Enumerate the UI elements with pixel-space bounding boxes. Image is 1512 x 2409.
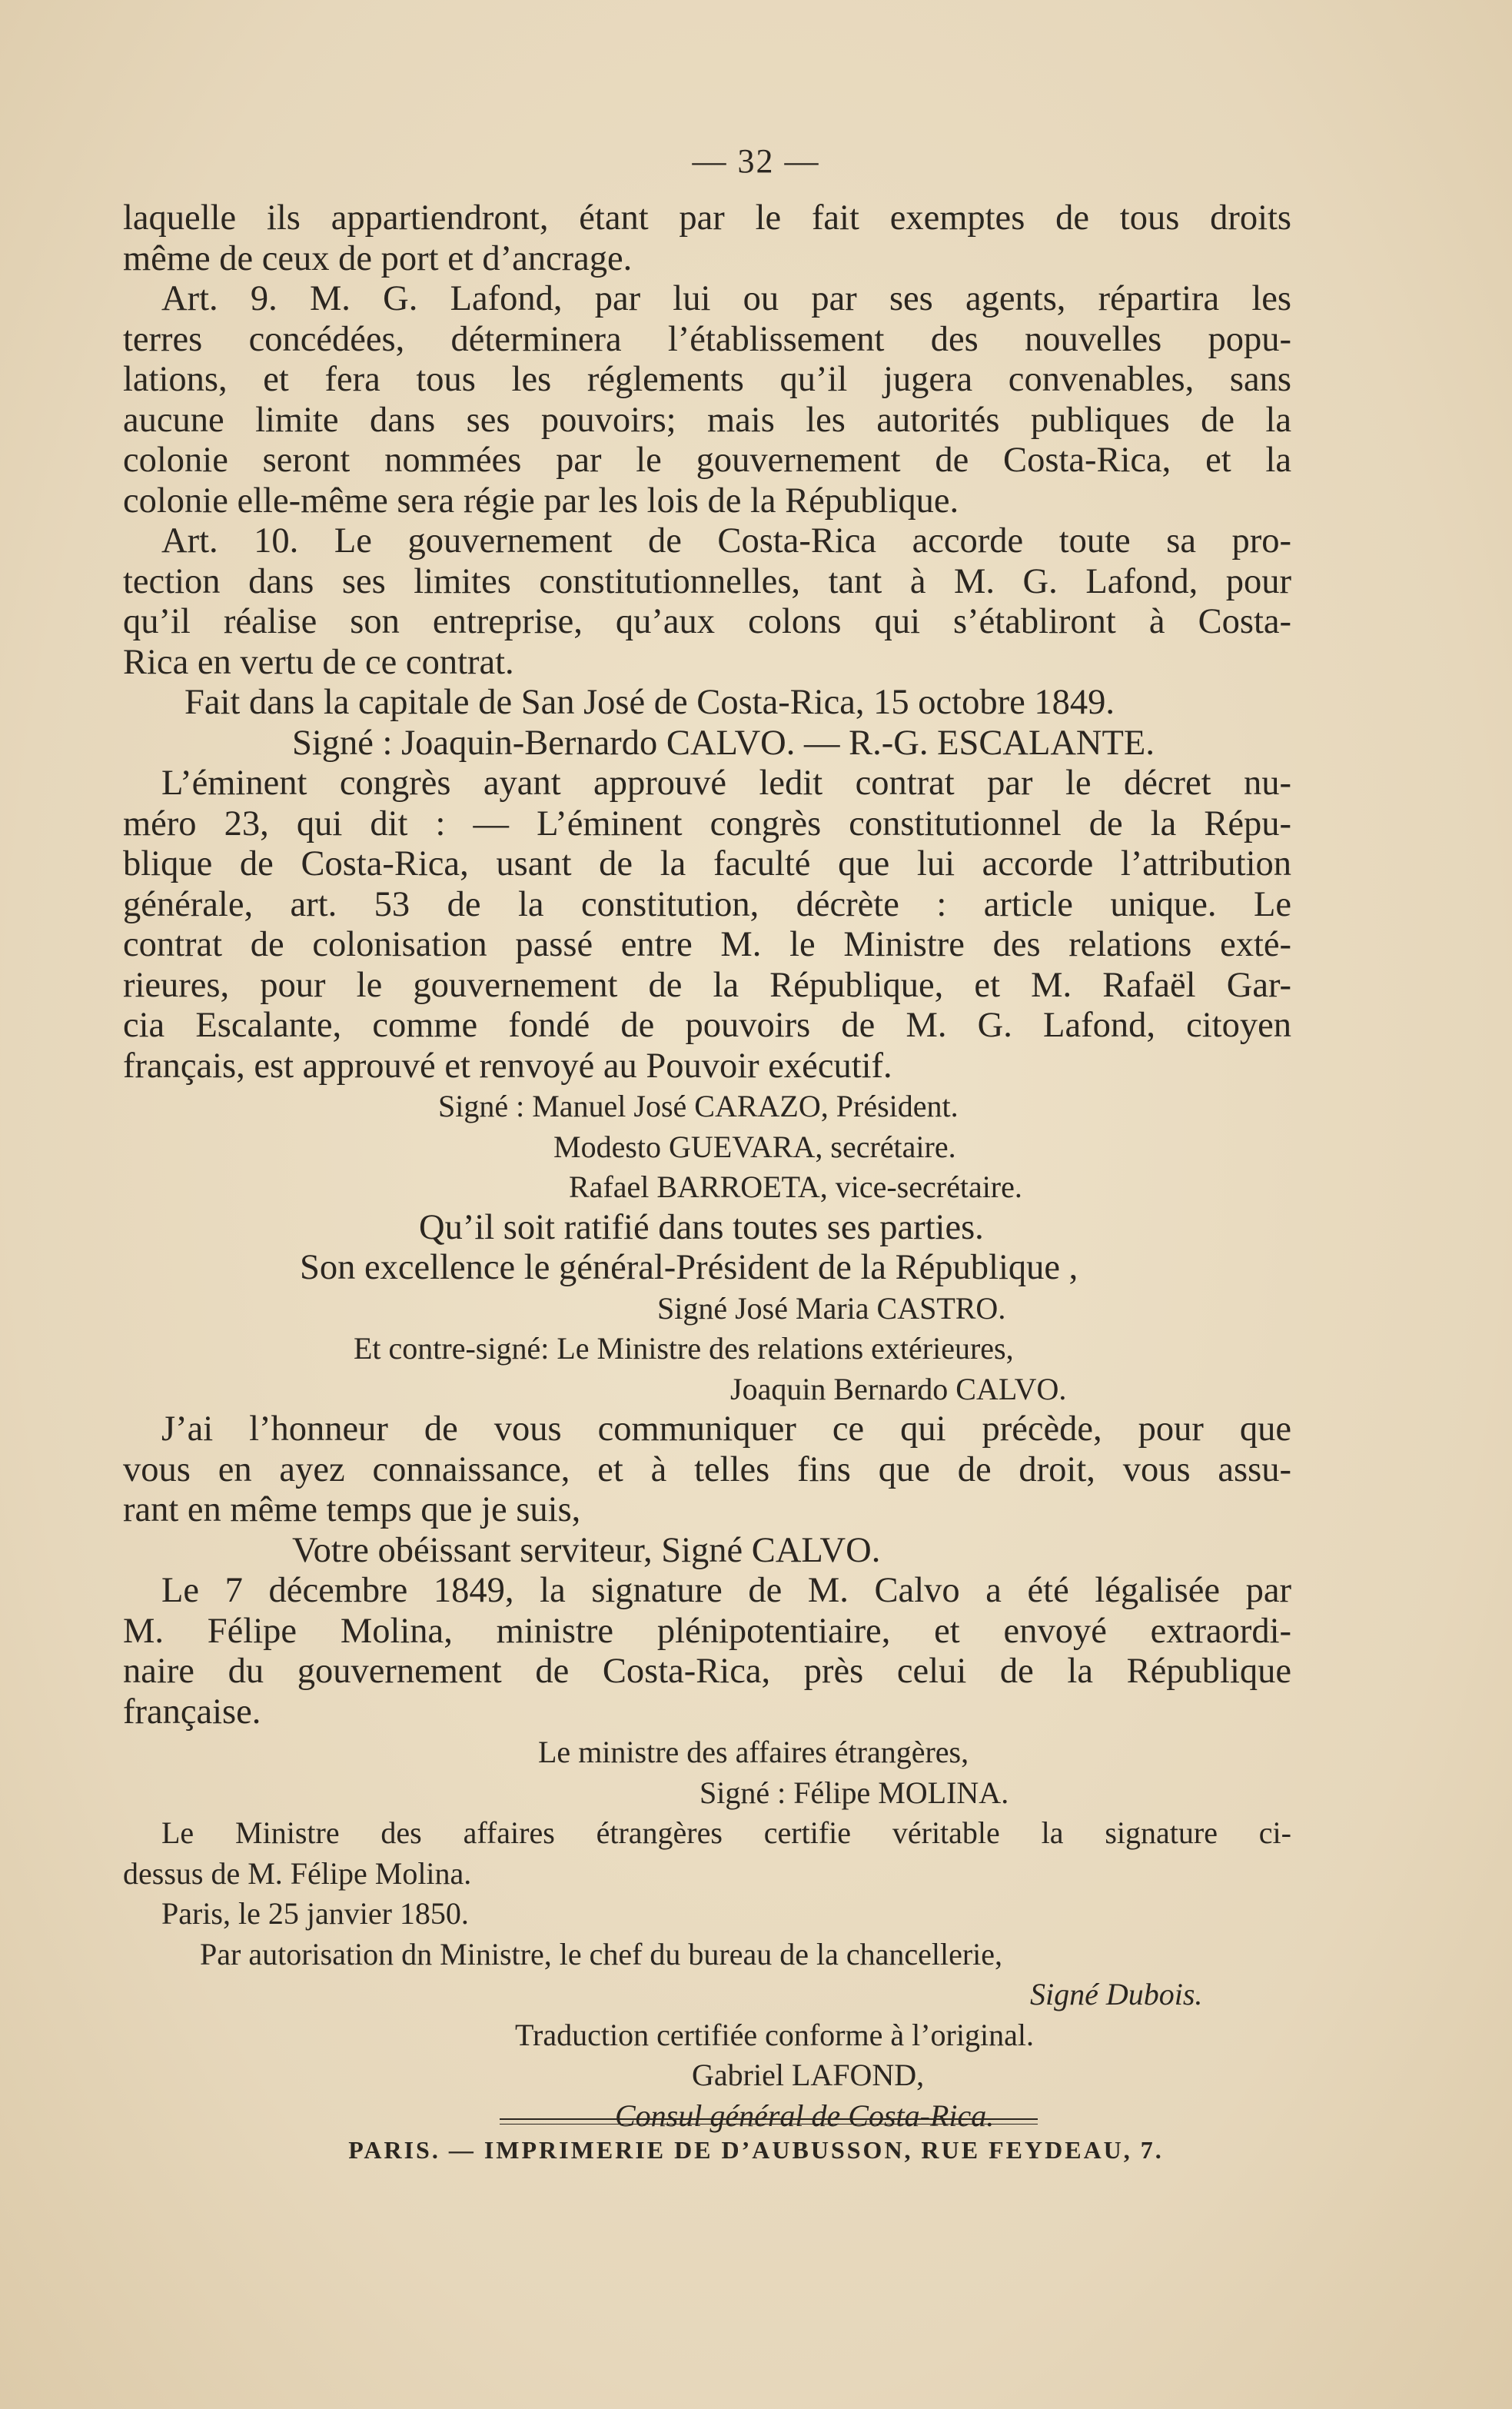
text-line: Le ministre des affaires étrangères, [538, 1735, 969, 1769]
page-number: — 32 — [692, 142, 820, 180]
date-line: Paris, le 25 janvier 1850. [161, 1896, 469, 1931]
text-line: rant en même temps que je suis, [123, 1490, 581, 1529]
text-line: L’éminent congrès ayant approuvé ledit contrat par le décret nu- [161, 764, 1291, 803]
signature-line: Votre obéissant serviteur, Signé CALVO. [292, 1530, 881, 1570]
signature-line: Consul général de Costa-Rica. [615, 2098, 995, 2133]
text-line: blique de Costa-Rica, usant de la faculté que lui accorde l’attribution [123, 844, 1291, 883]
signature-line: Gabriel LAFOND, [692, 2058, 925, 2092]
text-line: colonie seront nommées par le gouvernement de Costa-Rica, et la [123, 441, 1291, 480]
text-line: Son excellence le général-Président de la République , [300, 1248, 1078, 1287]
text-line: français, est approuvé et renvoyé au Pouvoir exécutif. [123, 1046, 892, 1086]
text-line: Rica en vertu de ce contrat. [123, 642, 514, 682]
signature-line: Rafael BARROETA, vice-secrétaire. [569, 1170, 1022, 1204]
text-line: française. [123, 1692, 261, 1732]
signature-line: Signé : Joaquin-Bernardo CALVO. — R.-G. ESCALANTE. [292, 723, 1155, 763]
text-line: J’ai l’honneur de vous communiquer ce qui précède, pour que [161, 1409, 1291, 1449]
text-line: colonie elle-même sera régie par les lois de la République. [123, 481, 959, 521]
text-line: Le Ministre des affaires étrangères certifie véritable la signature ci- [161, 1815, 1291, 1850]
text-line: même de ceux de port et d’ancrage. [123, 238, 633, 278]
footer-rule [500, 2124, 1038, 2125]
printer-imprint: PARIS. — IMPRIMERIE DE D’AUBUSSON, RUE FEYDEAU, 7. [348, 2136, 1164, 2164]
signature-line: Modesto GUEVARA, secrétaire. [553, 1129, 956, 1164]
text-line: générale, art. 53 de la constitution, décrète : article unique. Le [123, 884, 1291, 924]
text-line: Par autorisation dn Ministre, le chef du bureau de la chancellerie, [200, 1936, 1003, 1971]
text-line: Qu’il soit ratifié dans toutes ses parties. [419, 1207, 984, 1247]
signature-line: Joaquin Bernardo CALVO. [730, 1371, 1067, 1406]
text-line: Art. 9. M. G. Lafond, par lui ou par ses agents, répartira les [161, 279, 1291, 318]
text-line: rieures, pour le gouvernement de la République, et M. Rafaël Gar- [123, 965, 1291, 1005]
text-line: naire du gouvernement de Costa-Rica, près celui de la République [123, 1652, 1291, 1691]
body-text [123, 198, 1291, 2136]
text-line: aucune limite dans ses pouvoirs; mais les autorités publiques de la [123, 400, 1291, 440]
text-line: laquelle ils appartiendront, étant par le fait exemptes de tous droits [123, 198, 1291, 238]
text-line: dessus de M. Félipe Molina. [123, 1855, 472, 1891]
text-line: M. Félipe Molina, ministre plénipotentiaire, et envoyé extraordi- [123, 1611, 1291, 1651]
text-line: terres concédées, déterminera l’établissement des nouvelles popu- [123, 319, 1291, 359]
signature-line: Signé Dubois. [1030, 1977, 1203, 2011]
signature-line: Et contre-signé: Le Ministre des relations extérieures, [354, 1331, 1014, 1366]
signature-line: Signé : Félipe MOLINA. [700, 1775, 1009, 1810]
text-line: cia Escalante, comme fondé de pouvoirs de M. G. Lafond, citoyen [123, 1006, 1291, 1045]
text-line: lations, et fera tous les réglements qu’il jugera convenables, sans [123, 360, 1291, 399]
text-line: tection dans ses limites constitutionnelles, tant à M. G. Lafond, pour [123, 561, 1291, 601]
footer-rule [500, 2118, 1038, 2120]
text-line: Le 7 décembre 1849, la signature de M. Calvo a été légalisée par [161, 1571, 1291, 1610]
text-line: Traduction certifiée conforme à l’original. [515, 2017, 1034, 2052]
text-line: contrat de colonisation passé entre M. le Ministre des relations exté- [123, 925, 1291, 964]
text-line: qu’il réalise son entreprise, qu’aux colons qui s’établiront à Costa- [123, 602, 1291, 641]
text-line: Fait dans la capitale de San José de Costa-Rica, 15 octobre 1849. [184, 683, 1115, 722]
signature-line: Signé : Manuel José CARAZO, Président. [438, 1089, 959, 1123]
text-line: Art. 10. Le gouvernement de Costa-Rica accorde toute sa pro- [161, 521, 1291, 561]
signature-line: Signé José Maria CASTRO. [657, 1290, 1006, 1326]
text-line: vous en ayez connaissance, et à telles fins que de droit, vous assu- [123, 1449, 1291, 1489]
text-line: méro 23, qui dit : — L’éminent congrès constitutionnel de la Répu- [123, 804, 1291, 843]
